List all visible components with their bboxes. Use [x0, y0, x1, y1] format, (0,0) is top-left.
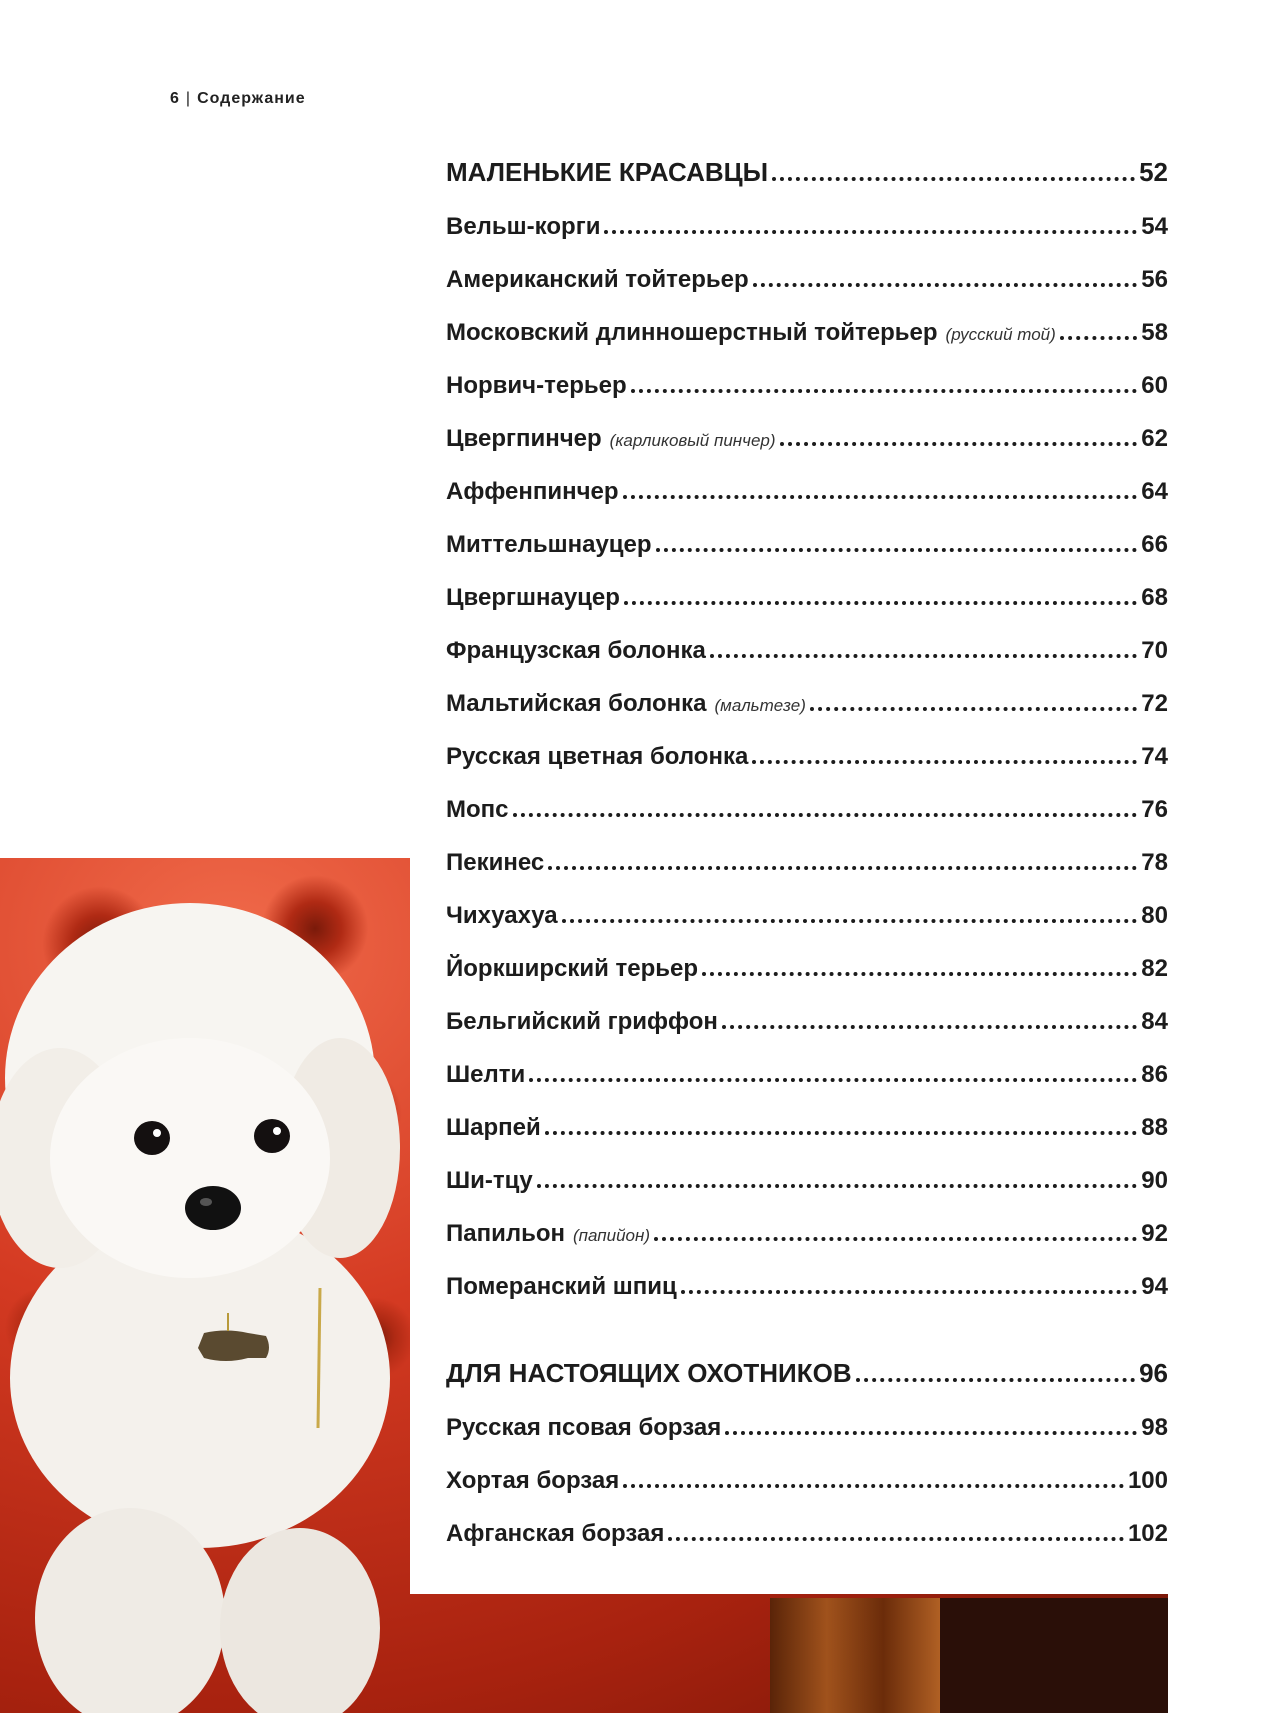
toc-entry[interactable]: [446, 837, 1168, 877]
entry-title: Московский длинношерстный тойтерьер: [446, 319, 938, 346]
toc-entry[interactable]: [446, 413, 1168, 453]
entry-title: Норвич-терьер: [446, 372, 627, 399]
entry-title: Мальтийская болонка: [446, 690, 707, 717]
entry-note: (мальтезе): [714, 696, 806, 715]
dot-leader: [545, 1131, 1138, 1135]
page-ref: 98: [1141, 1414, 1168, 1441]
entry-title: Русская цветная болонка: [446, 743, 749, 770]
page-ref: 62: [1141, 425, 1168, 452]
entry-title: Цвергпинчер: [446, 425, 602, 452]
toc-entry[interactable]: [446, 1508, 1168, 1548]
dot-leader: [631, 389, 1138, 393]
page-ref: 72: [1141, 690, 1168, 717]
dot-leader: [810, 707, 1137, 711]
page-ref: 52: [1139, 157, 1168, 187]
toc-entry[interactable]: [446, 307, 1168, 347]
dot-leader: [529, 1078, 1137, 1082]
toc-entry[interactable]: [446, 254, 1168, 294]
toc-entry[interactable]: [446, 625, 1168, 665]
page-ref: 96: [1139, 1358, 1168, 1388]
page-ref: 84: [1141, 1008, 1168, 1035]
page-ref: 74: [1141, 743, 1168, 770]
dot-leader: [604, 230, 1137, 234]
toc-entry[interactable]: [446, 201, 1168, 241]
entry-title: Миттельшнауцер: [446, 531, 652, 558]
toc-entry[interactable]: [446, 1155, 1168, 1195]
page-ref: 86: [1141, 1061, 1168, 1088]
dot-leader: [562, 919, 1138, 923]
dot-leader: [624, 601, 1137, 605]
page-ref: 88: [1141, 1114, 1168, 1141]
page-ref: 64: [1141, 478, 1168, 505]
toc-entry[interactable]: [446, 731, 1168, 771]
toc-entry[interactable]: [446, 1261, 1168, 1301]
entry-title: Вельш-корги: [446, 213, 601, 240]
section-title: МАЛЕНЬКИЕ КРАСАВЦЫ: [446, 157, 769, 187]
page-ref: 92: [1141, 1220, 1168, 1247]
dot-leader: [537, 1184, 1138, 1188]
dot-leader: [856, 1378, 1135, 1382]
toc-entry[interactable]: [446, 1102, 1168, 1142]
page-ref: 76: [1141, 796, 1168, 823]
toc-entry[interactable]: [446, 466, 1168, 506]
entry-title: Померанский шпиц: [446, 1273, 677, 1300]
entry-note: (папийон): [573, 1226, 651, 1245]
toc-entry[interactable]: [446, 519, 1168, 559]
toc-entry[interactable]: [446, 1455, 1168, 1495]
page-ref: 80: [1141, 902, 1168, 929]
section-title: ДЛЯ НАСТОЯЩИХ ОХОТНИКОВ: [446, 1358, 852, 1388]
entry-title: Американский тойтерьер: [446, 266, 749, 293]
toc-entry[interactable]: [446, 943, 1168, 983]
toc-entry[interactable]: [446, 996, 1168, 1036]
page-ref: 60: [1141, 372, 1168, 399]
dot-leader: [1060, 336, 1138, 340]
entry-note: (русский той): [945, 325, 1056, 344]
toc-entry[interactable]: [446, 572, 1168, 612]
page-ref: 70: [1141, 637, 1168, 664]
entry-title: Русская псовая борзая: [446, 1414, 722, 1441]
dot-leader: [753, 283, 1138, 287]
toc-entry[interactable]: [446, 360, 1168, 400]
dot-leader: [513, 813, 1138, 817]
entry-title: Чихуахуа: [446, 902, 558, 929]
entry-title: Аффенпинчер: [446, 478, 619, 505]
entry-title: Бельгийский гриффон: [446, 1008, 718, 1035]
toc-entry[interactable]: [446, 1049, 1168, 1089]
entry-title: Хортая борзая: [446, 1467, 620, 1494]
header-separator: |: [185, 90, 192, 107]
entry-title: Афганская борзая: [446, 1520, 665, 1547]
dot-leader: [623, 495, 1138, 499]
dot-leader: [668, 1537, 1124, 1541]
dot-leader: [752, 760, 1137, 764]
header-title: Содержание: [197, 90, 306, 107]
page-ref: 58: [1141, 319, 1168, 346]
dot-leader: [710, 654, 1137, 658]
entry-title: Шелти: [446, 1061, 526, 1088]
dot-leader: [656, 548, 1138, 552]
toc-section-heading[interactable]: [446, 1349, 1168, 1389]
entry-title: Французская болонка: [446, 637, 706, 664]
page-ref: 94: [1141, 1273, 1168, 1300]
dark-background-corner: [940, 1598, 1168, 1713]
dot-leader: [725, 1431, 1137, 1435]
dot-leader: [772, 177, 1135, 181]
entry-note: (карликовый пинчер): [609, 431, 776, 450]
page-ref: 66: [1141, 531, 1168, 558]
dot-leader: [623, 1484, 1124, 1488]
dot-leader: [681, 1290, 1138, 1294]
running-header: [170, 90, 306, 108]
entry-title: Пекинес: [446, 849, 545, 876]
page-ref: 90: [1141, 1167, 1168, 1194]
page-ref: 56: [1141, 266, 1168, 293]
dot-leader: [722, 1025, 1137, 1029]
page-ref: 78: [1141, 849, 1168, 876]
toc-entry[interactable]: [446, 678, 1168, 718]
dot-leader: [548, 866, 1137, 870]
toc-entry[interactable]: [446, 1208, 1168, 1248]
entry-title: Шарпей: [446, 1114, 541, 1141]
page-ref: 54: [1141, 213, 1168, 240]
page-ref: 82: [1141, 955, 1168, 982]
toc-section-heading[interactable]: [446, 148, 1168, 188]
entry-title: Йоркширский терьер: [446, 955, 699, 982]
entry-title: Папильон: [446, 1220, 566, 1247]
toc-entry[interactable]: [446, 890, 1168, 930]
page-ref: 100: [1127, 1467, 1168, 1494]
toc-entry[interactable]: [446, 784, 1168, 824]
chair-wood-carving: [770, 1598, 940, 1713]
page-ref: 102: [1127, 1520, 1168, 1547]
page-ref: 68: [1141, 584, 1168, 611]
toc-entry[interactable]: [446, 1402, 1168, 1442]
page-number: 6: [170, 90, 180, 107]
white-puppy-illustration: [0, 858, 420, 1713]
entry-title: Цвергшнауцер: [446, 584, 620, 611]
dot-leader: [654, 1237, 1137, 1241]
dot-leader: [702, 972, 1137, 976]
entry-title: Ши-тцу: [446, 1167, 533, 1194]
dot-leader: [780, 442, 1138, 446]
entry-title: Мопс: [446, 796, 509, 823]
